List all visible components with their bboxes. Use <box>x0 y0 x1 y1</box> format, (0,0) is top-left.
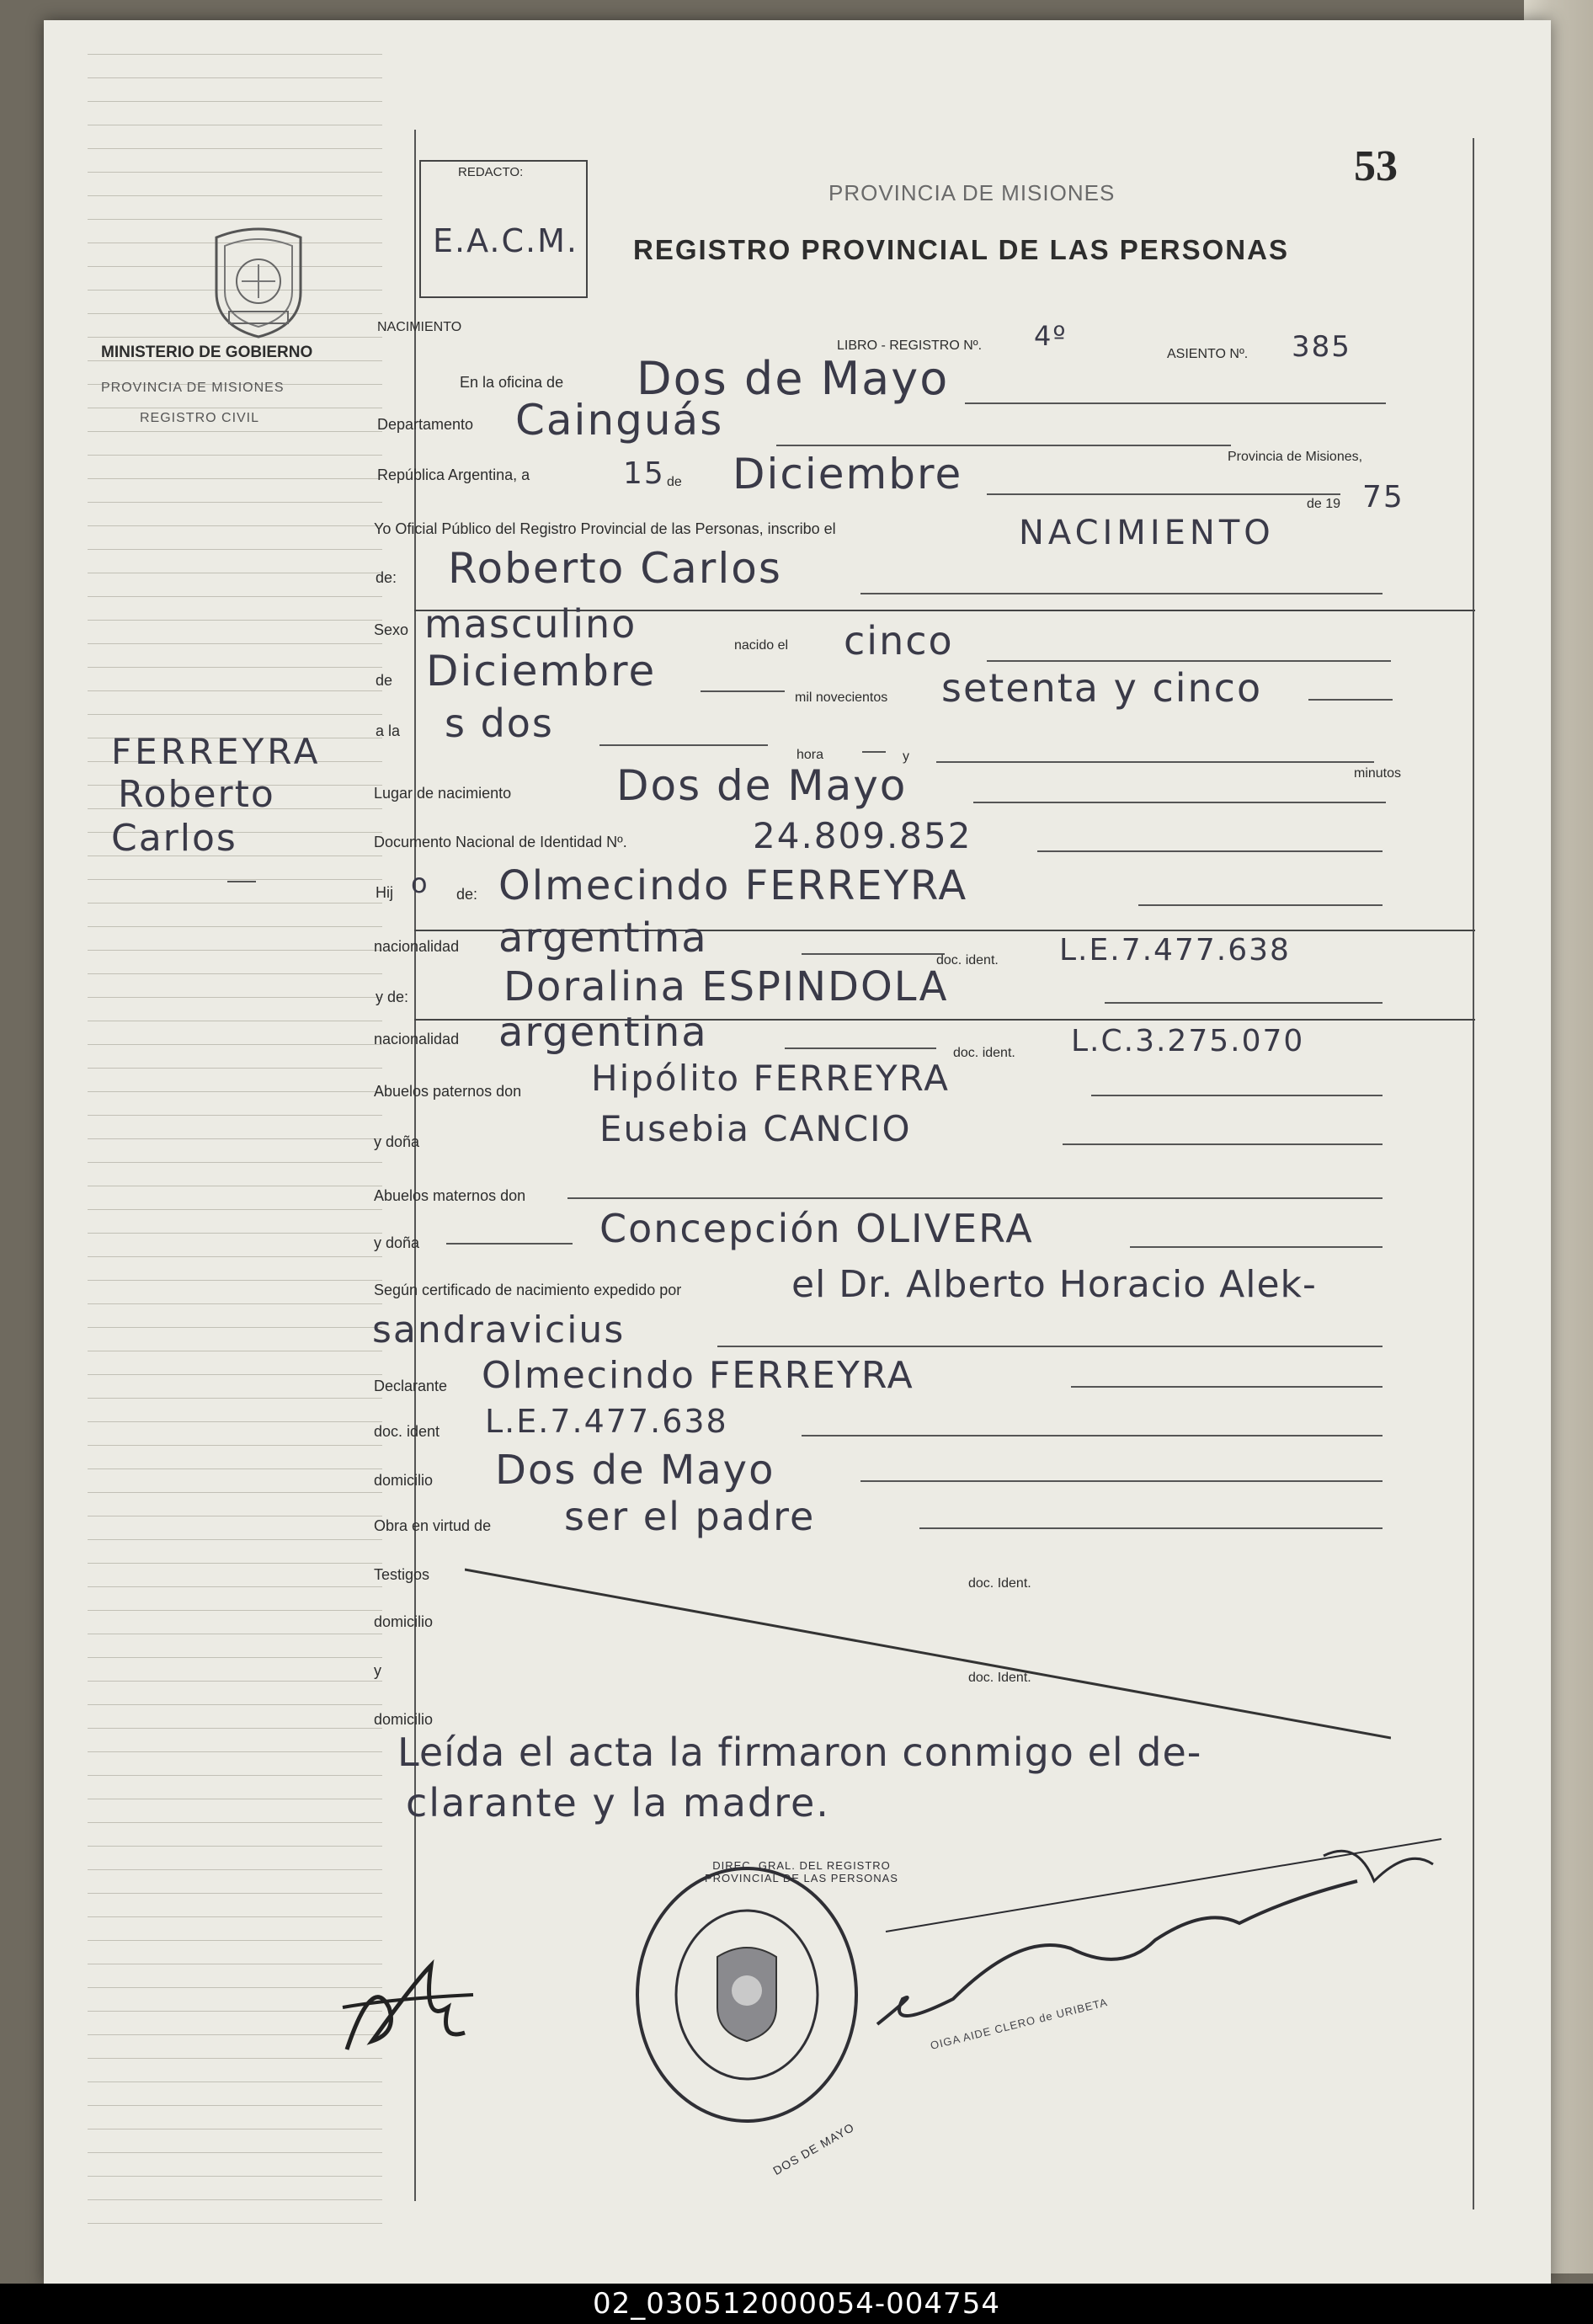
margin-rule-line <box>88 1893 382 1894</box>
de2-label: de <box>376 672 393 689</box>
margin-rule-line <box>88 525 382 526</box>
nac-mes-line <box>701 690 785 692</box>
republica-label: República Argentina, a <box>377 466 530 483</box>
margin-rule-line <box>88 1398 382 1399</box>
certificado-value-2: sandravicius <box>372 1309 626 1351</box>
margin-rule-line <box>88 1586 382 1587</box>
declarante-label: Declarante <box>374 1378 448 1394</box>
nacido-label: nacido el <box>734 638 789 653</box>
abuelo-paterno-line <box>1091 1095 1383 1096</box>
lugar-value: Dos de Mayo <box>616 761 908 810</box>
margin-rule-line <box>88 1610 382 1611</box>
image-code-bar <box>0 2284 1593 2324</box>
redacto-box <box>419 160 588 298</box>
void-strike-line <box>465 1561 1391 1746</box>
madre-doc-value: L.C.3.275.070 <box>1071 1024 1305 1058</box>
madre-nacionalidad-label: nacionalidad <box>374 1031 460 1047</box>
madre-nac-line <box>785 1047 936 1049</box>
margin-rule-line <box>88 1940 382 1941</box>
form-right-border <box>1473 138 1474 2209</box>
margin-name-2: Carlos <box>111 817 237 860</box>
margin-rule-line <box>88 1374 382 1375</box>
padre-value: Olmecindo FERREYRA <box>498 862 968 909</box>
departamento-label: Departamento <box>377 416 474 433</box>
margin-rule-line <box>88 1421 382 1422</box>
hijo-label: Hij <box>376 884 393 901</box>
margin-rule-line <box>88 1822 382 1823</box>
registry-label: REGISTRO CIVIL <box>140 411 260 425</box>
margin-rule-line <box>88 1728 382 1729</box>
form-left-border <box>414 130 416 2201</box>
margin-rule-line <box>88 1492 382 1493</box>
margin-rule-line <box>88 1115 382 1116</box>
margin-rule-line <box>88 1539 382 1540</box>
padre-nacionalidad-value: argentina <box>498 914 708 962</box>
documento-line <box>1037 850 1383 852</box>
mil-label: mil novecientos <box>795 690 888 705</box>
abuelos-paternos-label: Abuelos paternos don <box>374 1083 522 1100</box>
margin-rule-line <box>88 690 382 691</box>
margin-rule-line <box>88 620 382 621</box>
margin-rule-line <box>88 1775 382 1776</box>
redacto-initials: E.A.C.M. <box>433 222 578 259</box>
margin-rule-line <box>88 950 382 951</box>
nac-anio-line <box>1308 699 1393 701</box>
declarante-value: Olmecindo FERREYRA <box>482 1354 914 1397</box>
margin-surname: FERREYRA <box>111 731 322 772</box>
oficina-label: En la oficina de <box>460 374 564 391</box>
margin-rule-line <box>88 1468 382 1469</box>
margin-rule-line <box>88 596 382 597</box>
domicilio-label: domicilio <box>374 1472 434 1489</box>
provincial-crest-icon <box>204 221 313 338</box>
margin-rule-line <box>88 1162 382 1163</box>
hora-dash <box>862 751 886 753</box>
ministry-label: MINISTERIO DE GOBIERNO <box>101 344 313 361</box>
obra-value: ser el padre <box>564 1494 816 1539</box>
margin-rule-line <box>88 219 382 220</box>
margin-rule-line <box>88 1916 382 1917</box>
oficina-line <box>965 402 1386 404</box>
margin-rule-line <box>88 2152 382 2153</box>
provincia-label: Provincia de Misiones, <box>1228 450 1363 464</box>
abuela-paterna-label: y doña <box>374 1133 420 1150</box>
hijo-suffix: o <box>411 867 429 899</box>
declarante-doc-value: L.E.7.477.638 <box>485 1403 728 1440</box>
madre-value: Doralina ESPINDOLA <box>503 963 949 1010</box>
margin-rule-line <box>88 2176 382 2177</box>
segun-label: Según certificado de nacimiento expedido por <box>374 1282 682 1298</box>
leida-line-2: clarante y la madre. <box>406 1780 830 1826</box>
padre-nac-line <box>802 953 945 955</box>
sexo-label: Sexo <box>374 621 409 638</box>
y-de-label: y de: <box>376 989 409 1005</box>
margin-rule-line <box>88 455 382 456</box>
margin-rule-line <box>88 172 382 173</box>
margin-rule-line <box>88 54 382 55</box>
de-nombre-label: de: <box>376 569 397 586</box>
margin-rule-line <box>88 502 382 503</box>
header-province: PROVINCIA DE MISIONES <box>828 180 1116 205</box>
testigos-y-label: y <box>374 1662 381 1679</box>
declarante-line <box>1071 1386 1383 1388</box>
madre-line <box>1105 1002 1383 1004</box>
padre-nacionalidad-label: nacionalidad <box>374 938 460 955</box>
abuelos-maternos-label: Abuelos maternos don <box>374 1187 526 1204</box>
mes-line <box>987 493 1340 495</box>
abuela-materna-line <box>1130 1246 1383 1248</box>
de-19-label: de 19 <box>1307 497 1341 511</box>
mes-value: Diciembre <box>733 450 963 498</box>
domicilio-value: Dos de Mayo <box>495 1447 775 1494</box>
register-page <box>44 20 1551 2285</box>
margin-rule-line <box>88 879 382 880</box>
margin-rule-line <box>88 2223 382 2224</box>
signature-stamp-text: OIGA AIDE CLERO de URIBETA <box>929 1996 1110 2052</box>
margin-rule-line <box>88 1751 382 1752</box>
testigos-doc-label: doc. Ident. <box>968 1576 1031 1591</box>
abuela-materna-label: y doña <box>374 1234 420 1251</box>
margin-rule-line <box>88 1091 382 1092</box>
margin-rule-line <box>88 643 382 644</box>
abuela-materna-value: Concepción OLIVERA <box>599 1206 1034 1251</box>
anio-value: 75 <box>1362 480 1404 514</box>
madre-nacionalidad-value: argentina <box>498 1009 708 1056</box>
padre-line <box>1138 904 1383 906</box>
registrar-signature <box>338 1957 482 2066</box>
madre-doc-label: doc. ident. <box>953 1046 1015 1060</box>
margin-rule-line <box>88 1563 382 1564</box>
obra-line <box>919 1527 1383 1529</box>
testigos-domicilio-label: domicilio <box>374 1613 434 1630</box>
document-title: REGISTRO PROVINCIAL DE LAS PERSONAS <box>633 234 1289 265</box>
documento-label: Documento Nacional de Identidad Nº. <box>374 834 627 850</box>
nacido-value: cinco <box>844 618 954 664</box>
margin-rule-line <box>88 997 382 998</box>
yo-oficial-label: Yo Oficial Público del Registro Provincial de las Personas, inscribo el <box>374 520 836 537</box>
official-seal-stamp <box>633 1864 860 2125</box>
nombre-line <box>860 593 1383 594</box>
abuela-paterna-value: Eusebia CANCIO <box>599 1108 912 1149</box>
departamento-line <box>776 445 1231 446</box>
nacido-line <box>987 660 1391 662</box>
libro-label: LIBRO - REGISTRO Nº. <box>837 338 983 353</box>
domicilio-line <box>860 1480 1383 1482</box>
declarante-doc-line <box>802 1435 1383 1437</box>
hora-value: s dos <box>445 701 554 746</box>
margin-rule-line <box>88 1846 382 1847</box>
acto-value: NACIMIENTO <box>1019 514 1275 552</box>
nac-anio-value: setenta y cinco <box>941 665 1263 711</box>
margin-rule-line <box>88 1327 382 1328</box>
margin-rule-line <box>88 1233 382 1234</box>
testigos-label: Testigos <box>374 1566 430 1583</box>
minutos-line <box>936 761 1374 763</box>
hora-line <box>599 744 768 746</box>
margin-rule-line <box>88 478 382 479</box>
a-la-label: a la <box>376 722 401 739</box>
documento-value: 24.809.852 <box>753 815 972 856</box>
margin-rule-line <box>88 1280 382 1281</box>
margin-rule-line <box>88 1138 382 1139</box>
certificado-value-1: el Dr. Alberto Horacio Alek- <box>791 1263 1317 1306</box>
lugar-line <box>973 802 1386 803</box>
hora-label: hora <box>796 748 824 762</box>
margin-rule-line <box>88 1657 382 1658</box>
margin-rule-line <box>88 1303 382 1304</box>
margin-rule-line <box>88 1068 382 1069</box>
image-code: 02_030512000054-004754 <box>593 2287 1000 2321</box>
testigos-domicilio2-label: domicilio <box>374 1711 434 1728</box>
margin-rule-line <box>88 431 382 432</box>
abuelo-materno-line <box>567 1197 1383 1199</box>
nac-mes-value: Diciembre <box>426 647 657 696</box>
sexo-value: masculino <box>424 601 637 647</box>
margin-name-1: Roberto <box>118 773 275 816</box>
abuelo-paterno-value: Hipólito FERREYRA <box>591 1058 950 1099</box>
margin-rule-line <box>88 195 382 196</box>
nacimiento-label: NACIMIENTO <box>377 320 462 334</box>
margin-rule-line <box>88 973 382 974</box>
margin-rule-line <box>88 1209 382 1210</box>
margin-rule-line <box>88 714 382 715</box>
stamp-inner-text: DOS DE MAYO <box>770 2119 857 2178</box>
margin-rule-line <box>88 1256 382 1257</box>
dia-value: 15 <box>623 456 665 491</box>
minutos-label: minutos <box>1354 766 1402 781</box>
page-number: 53 <box>1354 142 1398 190</box>
certificado-line <box>717 1346 1383 1347</box>
declarant-signature <box>852 1831 1458 2049</box>
left-province-label: PROVINCIA DE MISIONES <box>101 381 285 395</box>
stamp-ring-text: DIREC. GRAL. DEL REGISTRO PROVINCIAL DE LAS PERSONAS <box>705 1859 898 1884</box>
asiento-value: 385 <box>1292 330 1351 364</box>
margin-rule-line <box>88 77 382 78</box>
redacto-label: REDACTO: <box>458 165 524 179</box>
margin-rule-line <box>88 1044 382 1045</box>
padre-doc-value: L.E.7.477.638 <box>1059 933 1291 967</box>
oficina-value: Dos de Mayo <box>637 352 950 405</box>
abuela-materna-dash <box>446 1243 573 1245</box>
margin-rule-line <box>88 2199 382 2200</box>
margin-dash <box>227 881 256 882</box>
lugar-label: Lugar de nacimiento <box>374 785 512 802</box>
declarante-doc-label: doc. ident <box>374 1423 440 1440</box>
de-label: de <box>667 475 682 489</box>
margin-rule-line <box>88 1681 382 1682</box>
margin-rule-line <box>88 1869 382 1870</box>
nombre-value: Roberto Carlos <box>448 544 782 593</box>
leida-line-1: Leída el acta la firmaron conmigo el de- <box>397 1730 1202 1775</box>
margin-rule-line <box>88 2081 382 2082</box>
padre-doc-label: doc. ident. <box>936 953 999 967</box>
libro-value: 4º <box>1034 320 1068 352</box>
margin-rule-line <box>88 101 382 102</box>
obra-label: Obra en virtud de <box>374 1517 492 1534</box>
y-label: y <box>903 749 909 764</box>
margin-rule-line <box>88 926 382 927</box>
testigos-doc2-label: doc. Ident. <box>968 1671 1031 1685</box>
margin-rule-line <box>88 2105 382 2106</box>
margin-rule-line <box>88 1704 382 1705</box>
margin-rule-line <box>88 1445 382 1446</box>
margin-rule-line <box>88 667 382 668</box>
hijo-de-label: de: <box>456 886 478 903</box>
departamento-value: Cainguás <box>515 396 724 445</box>
abuela-paterna-line <box>1063 1143 1383 1145</box>
margin-rule-line <box>88 549 382 550</box>
asiento-label: ASIENTO Nº. <box>1167 347 1249 361</box>
margin-rule-line <box>88 148 382 149</box>
